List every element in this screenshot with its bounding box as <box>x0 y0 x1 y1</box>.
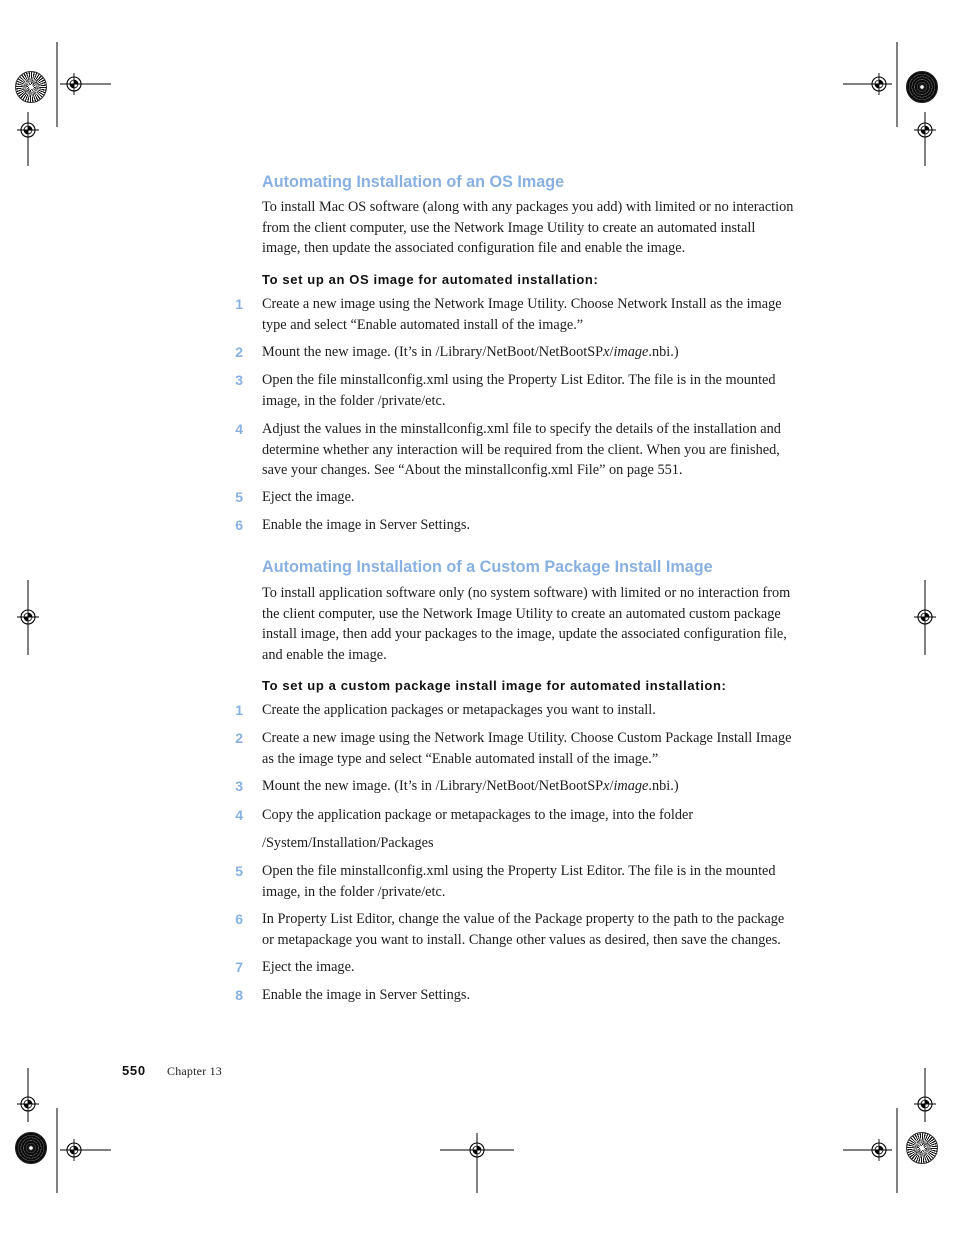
step-number: 3 <box>235 372 243 388</box>
path-separator: / <box>609 344 614 360</box>
step-folder-path: /System/Installation/Packages <box>262 835 434 851</box>
custom-step-6 <box>235 909 785 950</box>
custom-step-8 <box>235 985 471 1006</box>
section-intro-os-image <box>262 197 793 259</box>
path-placeholder: image <box>613 778 649 794</box>
step-text-line: image, in the folder /private/etc. <box>262 883 446 900</box>
os-step-5 <box>235 487 355 508</box>
registration-target <box>17 119 39 141</box>
registration-target <box>914 606 936 628</box>
section-heading-os-image: Automating Installation of an OS Image <box>262 173 565 191</box>
step-number: 4 <box>235 421 243 437</box>
registration-target <box>17 606 39 628</box>
color-starburst-mark <box>906 71 938 103</box>
os-step-4 <box>235 419 781 481</box>
registration-target <box>868 1139 890 1161</box>
step-text-line: Create a new image using the Network Image Utility. Choose Network Install as the image <box>262 296 782 312</box>
step-text-line: Eject the image. <box>262 489 355 505</box>
intro-line: and enable the image. <box>262 646 387 663</box>
step-number: 5 <box>235 489 243 505</box>
step-text-line: type and select “Enable automated install of the image.” <box>262 316 584 333</box>
step-text: .nbi.) <box>648 344 679 360</box>
step-number: 5 <box>235 863 243 879</box>
intro-line: from the client computer, use the Network Image Utility to create an automated install <box>262 219 756 236</box>
registration-target <box>914 1093 936 1115</box>
os-step-3 <box>235 370 776 411</box>
section-heading-custom-package: Automating Installation of a Custom Package Install Image <box>262 558 713 576</box>
step-text: Mount the new image. (It’s in /Library/NetBoot/NetBootSP <box>262 778 604 794</box>
path-separator: / <box>609 778 614 794</box>
step-text-line: Eject the image. <box>262 959 355 975</box>
path-placeholder: x <box>603 344 610 360</box>
procedure-label-custom-package: To set up a custom package install image for automated installation: <box>262 678 727 693</box>
section-intro-custom-package <box>262 583 790 665</box>
intro-line: image, then update the associated configuration file and enable the image. <box>262 240 686 256</box>
registration-target <box>868 73 890 95</box>
custom-step-1 <box>235 700 656 721</box>
step-text-line: Enable the image in Server Settings. <box>262 987 471 1003</box>
step-text-line: Copy the application package or metapackages to the image, into the folder <box>262 807 694 823</box>
intro-line: install image, then add your packages to the image, update the associated configuration file, <box>262 626 787 642</box>
custom-step-5 <box>235 861 776 902</box>
step-number: 1 <box>235 296 243 312</box>
step-text-line <box>262 776 679 797</box>
color-starburst-mark <box>15 1132 47 1164</box>
step-text-line: Open the file minstallconfig.xml using the Property List Editor. The file is in the mounted <box>262 863 776 879</box>
step-number: 3 <box>235 778 243 794</box>
custom-step-4 <box>235 805 694 826</box>
intro-line: the client computer, use the Network Image Utility to create an automated custom package <box>262 605 781 622</box>
step-text-line: image, in the folder /private/etc. <box>262 392 446 409</box>
step-text-line: In Property List Editor, change the value of the Package property to the path to the package <box>262 911 785 927</box>
step-text-line: or metapackage you want to install. Change other values as desired, then save the changes. <box>262 931 781 948</box>
step-number: 2 <box>235 344 243 360</box>
step-text-line: Enable the image in Server Settings. <box>262 517 471 533</box>
color-starburst-mark <box>15 71 47 103</box>
os-step-1 <box>235 294 782 335</box>
registration-target <box>63 73 85 95</box>
os-step-2 <box>235 342 679 363</box>
step-text-line: Create the application packages or metapackages you want to install. <box>262 702 656 718</box>
page-number: 550 <box>122 1063 146 1078</box>
path-placeholder: image <box>613 344 649 360</box>
step-number: 6 <box>235 911 243 927</box>
custom-step-3 <box>235 776 679 797</box>
step-text-line: Open the file minstallconfig.xml using the Property List Editor. The file is in the mounted <box>262 372 776 388</box>
step-number: 6 <box>235 517 243 533</box>
step-number: 2 <box>235 730 243 746</box>
path-placeholder: x <box>603 778 610 794</box>
step-text-line: save your changes. See “About the minstallconfig.xml File” on page 551. <box>262 462 683 478</box>
registration-target <box>17 1093 39 1115</box>
step-text: Mount the new image. (It’s in /Library/NetBoot/NetBootSP <box>262 344 604 360</box>
step-number: 1 <box>235 702 243 718</box>
step-number: 4 <box>235 807 243 823</box>
custom-step-7 <box>235 957 355 978</box>
registration-target <box>466 1139 488 1161</box>
os-step-6 <box>235 515 471 536</box>
step-text-line: as the image type and select “Enable automated install of the image.” <box>262 750 659 767</box>
custom-step-2 <box>235 728 792 769</box>
step-text-line: Create a new image using the Network Image Utility. Choose Custom Package Install Image <box>262 730 792 746</box>
step-text-line <box>262 342 679 363</box>
step-text-line: Adjust the values in the minstallconfig.xml file to specify the details of the installation and <box>262 421 781 437</box>
registration-target <box>63 1139 85 1161</box>
step-number: 8 <box>235 987 243 1003</box>
chapter-label: Chapter 13 <box>167 1064 222 1078</box>
step-text: .nbi.) <box>648 778 679 794</box>
intro-line: To install application software only (no system software) with limited or no interaction from <box>262 585 791 601</box>
procedure-label-os-image: To set up an OS image for automated installation: <box>262 272 599 287</box>
step-number: 7 <box>235 959 243 975</box>
color-starburst-mark <box>906 1132 938 1164</box>
registration-target <box>914 119 936 141</box>
step-text-line: determine whether any interaction will be required from the client. When you are finished, <box>262 441 780 458</box>
intro-line: To install Mac OS software (along with any packages you add) with limited or no interaction <box>262 199 794 215</box>
